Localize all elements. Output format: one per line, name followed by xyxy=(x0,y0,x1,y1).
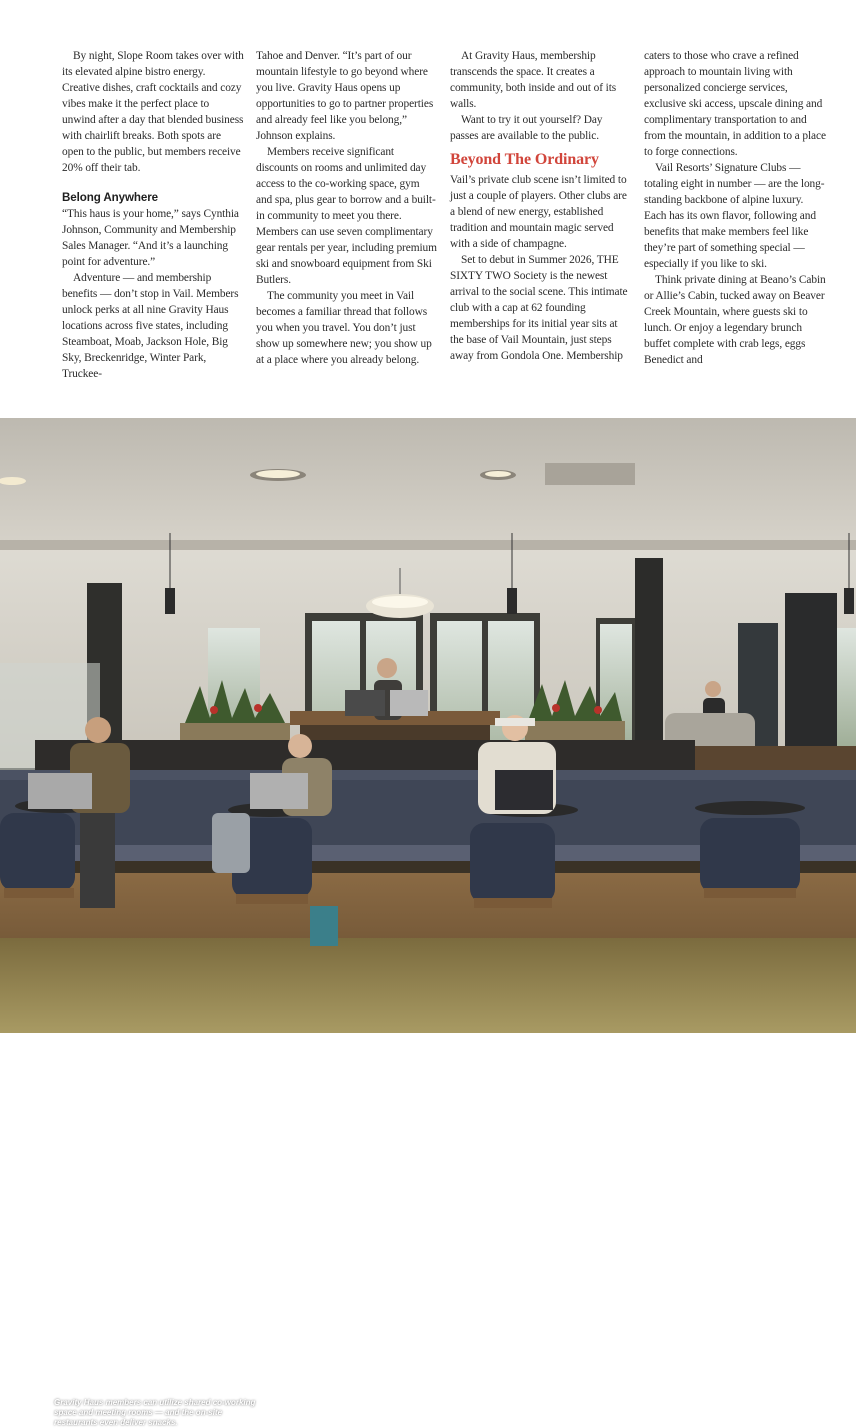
paragraph: By night, Slope Room takes over with its elevated alpine bistro energy. Creative dishes, craft cocktails and cozy vibes make it the perfect place to unwind after a day that blended business with chairlift breaks. Both spots are open to the public, but members receive 20% off their tab. xyxy=(62,50,244,174)
paragraph: Vail Resorts’ Signature Clubs — totaling eight in number — are the long-standing backbone of alpine luxury. Each has its own flavor, following and benefits that make members feel like they’re part of something special — especially if you like to ski. xyxy=(644,162,825,270)
column-3 xyxy=(450,48,632,364)
section-title: Beyond The Ordinary xyxy=(450,151,599,168)
coworking-photo xyxy=(0,418,856,1427)
paragraph: Vail’s private club scene isn’t limited to just a couple of players. Other clubs are a blend of new energy, established tradition and mountain magic served with a side of champagne. xyxy=(450,174,627,250)
paragraph: “This haus is your home,” says Cynthia Johnson, Community and Membership Sales Manager. “And it’s a launching point for adventure.” xyxy=(62,208,239,268)
coworking-photo-illustration xyxy=(0,418,856,1033)
column-2 xyxy=(256,48,438,368)
column-4 xyxy=(644,48,826,368)
paragraph: At Gravity Haus, membership transcends the space. It creates a community, both inside and out of its walls. xyxy=(450,50,617,110)
paragraph: Want to try it out yourself? Day passes are available to the public. xyxy=(450,114,603,142)
article-text xyxy=(0,0,856,418)
paragraph: Members receive significant discounts on rooms and unlimited day access to the co-working space, gym and spa, plus gear to borrow and a built-in community to meet you there. Members can use seven complimentary gear rentals per year, including premium ski and snowboard equipment from Ski Butlers. xyxy=(256,146,437,286)
photo-caption: Gravity Haus members can utilize shared co-working space and meeting rooms — and the on-site restaurants even deliver snacks. xyxy=(54,1398,256,1427)
paragraph: The community you meet in Vail becomes a familiar thread that follows you when you travel. You don’t just show up somewhere new; you show up at a place where you already belong. xyxy=(256,290,432,366)
section-heading: Belong Anywhere xyxy=(62,191,158,204)
paragraph: Adventure — and membership benefits — don’t stop in Vail. Members unlock perks at all nine Gravity Haus locations across five states, including Steamboat, Moab, Jackson Hole, Big Sky, Breckenridge, Winter Park, Truckee- xyxy=(62,272,239,380)
paragraph: Tahoe and Denver. “It’s part of our mountain lifestyle to go beyond where you live. Gravity Haus opens up opportunities to go to partner properties and already feel like you belong,” Johnson explains. xyxy=(256,50,434,142)
paragraph: Think private dining at Beano’s Cabin or Allie’s Cabin, tucked away on Beaver Creek Mountain, where guests ski to lunch. Or enjoy a legendary brunch buffet complete with crab legs, eggs Benedict and xyxy=(644,274,826,366)
column-1 xyxy=(62,48,244,382)
paragraph: Set to debut in Summer 2026, THE SIXTY TWO Society is the newest arrival to the social scene. This intimate club with a cap at 62 founding memberships for its initial year sits at the base of Vail Mountain, just steps away from Gondola One. Membership xyxy=(450,254,628,362)
paragraph: caters to those who crave a refined approach to mountain living with personalized concierge services, exclusive ski access, upscale dining and complimentary transportation to and from the mountain, in addition to a place to forge connections. xyxy=(644,50,826,158)
